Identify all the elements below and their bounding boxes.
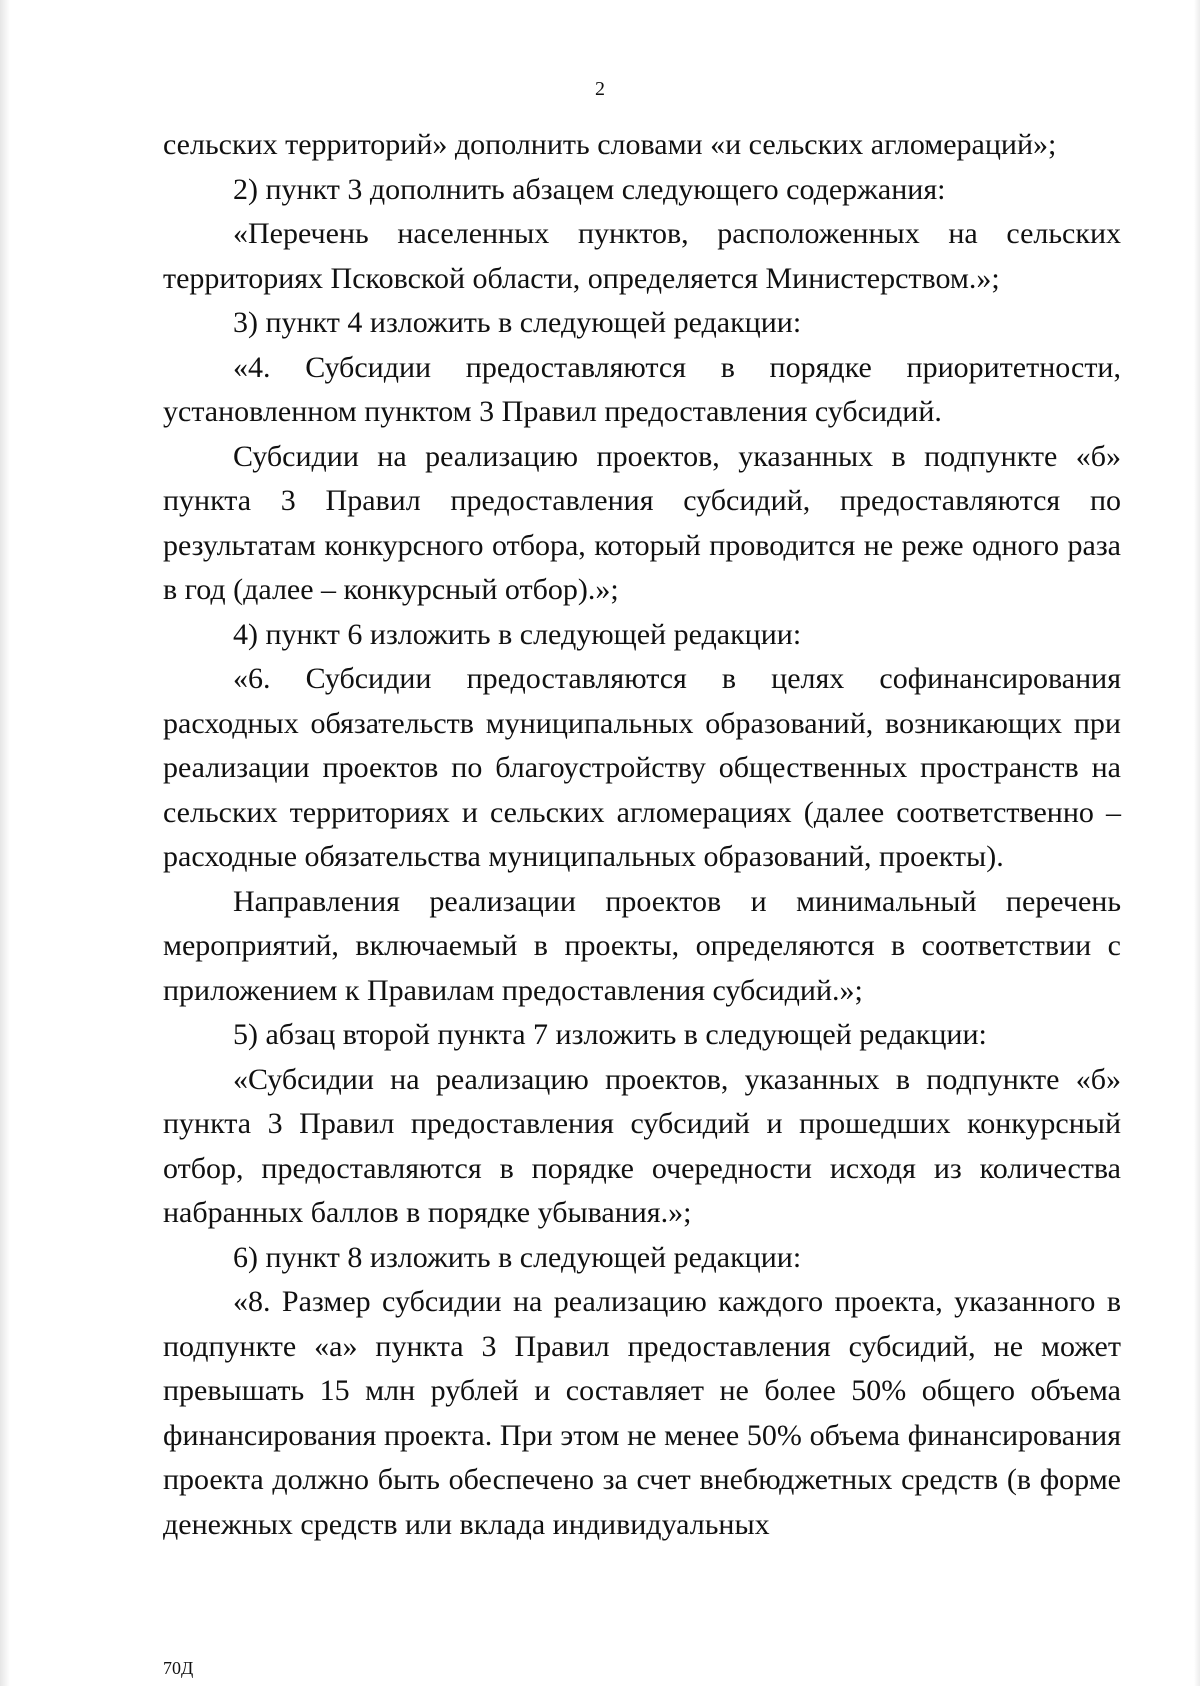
paragraph-item-3: 3) пункт 4 изложить в следующей редакции:: [233, 306, 802, 339]
document-code: 70Д: [163, 1658, 194, 1678]
paragraph-item-5: 5) абзац второй пункта 7 изложить в следующей редакции:: [233, 1018, 987, 1051]
paragraph-item-4: 4) пункт 6 изложить в следующей редакции:: [233, 617, 802, 651]
scan-edge-right: [1194, 0, 1200, 1686]
paragraph-quote-clause-4: «4. Субсидии предоставляются в порядке приоритетности, установленном пунктом 3 Правил предоставления субсидий.: [163, 350, 1121, 428]
paragraph-item-6: 6) пункт 8 изложить в следующей редакции:: [233, 1240, 802, 1274]
page-number: 2: [595, 78, 605, 100]
scan-edge-left: [0, 0, 10, 1686]
paragraph-quote-settlements: «Перечень населенных пунктов, расположенных на сельских территориях Псковской области, определяется Министерством.»;: [163, 217, 1121, 295]
paragraph-quote-clause-7: «Субсидии на реализацию проектов, указанных в подпункте «б» пункта 3 Правил предоставления субсидий и прошедших конкурсный отбор, предоставляются в порядке очередности исходя из количества набранных баллов в порядке убывания.»;: [163, 1062, 1121, 1229]
paragraph-quote-clause-8: «8. Размер субсидии на реализацию каждого проекта, указанного в подпункте «а» пункта 3 Правил предоставления субсидий, не может превышать 15 млн рублей и составляет не более 50% общего объема финансирования проекта. При этом не менее 50% объема финансирования проекта должно быть обеспечено за счет внебюджетных средств (в форме денежных средств или вклада индивидуальных: [163, 1285, 1121, 1541]
paragraph-clause-6-directions: Направления реализации проектов и минимальный перечень мероприятий, включаемый в проекты, определяются в соответствии с приложением к Правилам предоставления субсидий.»;: [163, 884, 1121, 1007]
paragraph-clause-4-competition: Субсидии на реализацию проектов, указанных в подпункте «б» пункта 3 Правил предоставления субсидий, предоставляются по результатам конкурсного отбора, который проводится не реже одного раза в год (далее – конкурсный отбор).»;: [163, 439, 1121, 606]
paragraph-quote-clause-6: «6. Субсидии предоставляются в целях софинансирования расходных обязательств муниципальных образований, возникающих при реализации проектов по благоустройству общественных пространств на сельских территориях и сельских агломерациях (далее соответственно – расходные обязательства муниципальных образований, проекты).: [163, 662, 1121, 873]
paragraph-item-2: 2) пункт 3 дополнить абзацем следующего содержания:: [233, 172, 946, 206]
document-body: [163, 123, 1121, 1547]
paragraph-continuation: сельских территорий» дополнить словами «и сельских агломераций»;: [163, 128, 1057, 161]
